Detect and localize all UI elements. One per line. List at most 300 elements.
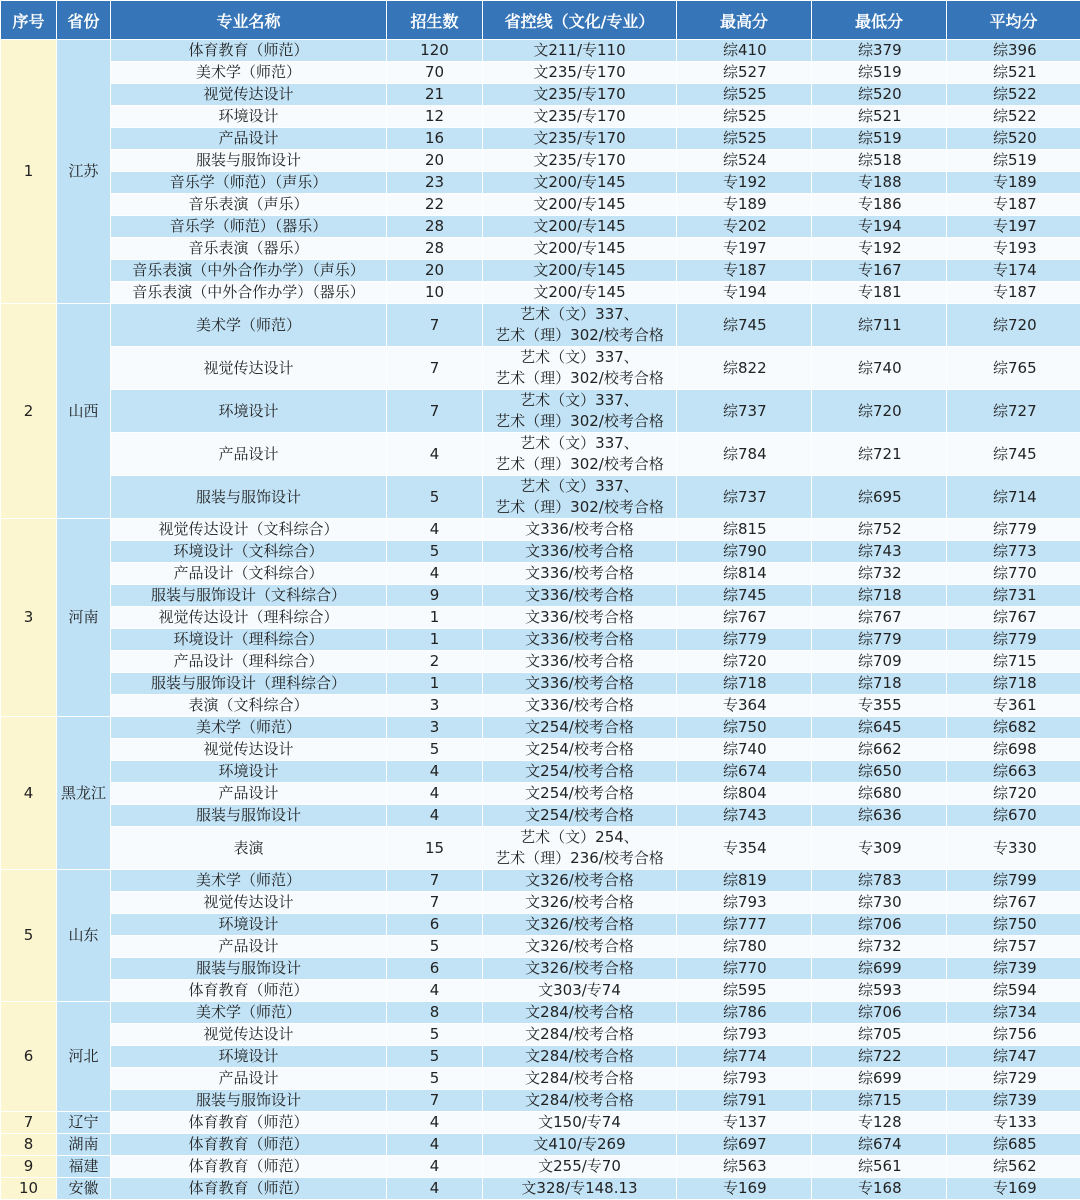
cell-major: 产品设计 xyxy=(111,1068,387,1090)
cell-max-score: 综770 xyxy=(677,958,812,980)
cell-control-line: 文303/专74 xyxy=(483,980,677,1002)
cell-avg-score: 综521 xyxy=(947,62,1080,84)
cell-max-score: 综525 xyxy=(677,128,812,150)
cell-enrollment: 21 xyxy=(387,84,483,106)
cell-min-score: 综779 xyxy=(812,629,947,651)
table-row xyxy=(1,892,1080,914)
cell-min-score: 综706 xyxy=(812,914,947,936)
cell-control-line: 文326/校考合格 xyxy=(483,870,677,892)
table-row xyxy=(1,607,1080,629)
cell-seq: 7 xyxy=(1,1112,57,1134)
cell-enrollment: 1 xyxy=(387,673,483,695)
cell-enrollment: 15 xyxy=(387,827,483,870)
control-line-part: 艺术（文）337、 xyxy=(483,390,676,411)
cell-seq: 6 xyxy=(1,1002,57,1112)
cell-min-score: 综722 xyxy=(812,1046,947,1068)
cell-control-line: 文211/专110 xyxy=(483,40,677,62)
cell-control-line: 文336/校考合格 xyxy=(483,629,677,651)
cell-control-line: 文284/校考合格 xyxy=(483,1046,677,1068)
cell-enrollment: 8 xyxy=(387,1002,483,1024)
cell-major: 视觉传达设计 xyxy=(111,84,387,106)
cell-avg-score: 综779 xyxy=(947,629,1080,651)
cell-control-line xyxy=(483,476,677,519)
header-province: 省份 xyxy=(57,1,111,40)
cell-min-score: 综520 xyxy=(812,84,947,106)
cell-major: 环境设计 xyxy=(111,761,387,783)
cell-min-score: 综518 xyxy=(812,150,947,172)
cell-max-score: 综815 xyxy=(677,519,812,541)
table-body xyxy=(1,40,1080,1200)
cell-avg-score: 综522 xyxy=(947,106,1080,128)
cell-province: 福建 xyxy=(57,1156,111,1178)
cell-major: 服装与服饰设计 xyxy=(111,476,387,519)
cell-province: 安徽 xyxy=(57,1178,111,1200)
cell-major: 音乐表演（声乐） xyxy=(111,194,387,216)
cell-enrollment: 4 xyxy=(387,761,483,783)
cell-seq: 10 xyxy=(1,1178,57,1200)
cell-enrollment: 22 xyxy=(387,194,483,216)
cell-enrollment: 2 xyxy=(387,651,483,673)
table-row xyxy=(1,347,1080,390)
cell-control-line: 文336/校考合格 xyxy=(483,563,677,585)
cell-control-line: 文235/专170 xyxy=(483,62,677,84)
table-row xyxy=(1,260,1080,282)
cell-max-score: 综740 xyxy=(677,739,812,761)
cell-min-score: 综521 xyxy=(812,106,947,128)
table-row xyxy=(1,651,1080,673)
cell-max-score: 专137 xyxy=(677,1112,812,1134)
cell-control-line: 文235/专170 xyxy=(483,128,677,150)
cell-min-score: 综645 xyxy=(812,717,947,739)
table-row xyxy=(1,585,1080,607)
cell-control-line: 文254/校考合格 xyxy=(483,805,677,827)
cell-control-line: 文255/专70 xyxy=(483,1156,677,1178)
cell-control-line: 文254/校考合格 xyxy=(483,739,677,761)
cell-control-line: 文336/校考合格 xyxy=(483,651,677,673)
cell-min-score: 综783 xyxy=(812,870,947,892)
cell-max-score: 综819 xyxy=(677,870,812,892)
cell-avg-score: 综750 xyxy=(947,914,1080,936)
cell-control-line: 文326/校考合格 xyxy=(483,892,677,914)
table-row xyxy=(1,150,1080,172)
cell-enrollment: 1 xyxy=(387,607,483,629)
cell-province: 河北 xyxy=(57,1002,111,1112)
cell-enrollment: 4 xyxy=(387,1156,483,1178)
cell-max-score: 综720 xyxy=(677,651,812,673)
cell-control-line: 文200/专145 xyxy=(483,238,677,260)
cell-max-score: 综793 xyxy=(677,1068,812,1090)
cell-min-score: 专181 xyxy=(812,282,947,304)
cell-enrollment: 4 xyxy=(387,805,483,827)
cell-min-score: 综709 xyxy=(812,651,947,673)
cell-max-score: 专187 xyxy=(677,260,812,282)
cell-min-score: 综740 xyxy=(812,347,947,390)
cell-max-score: 专202 xyxy=(677,216,812,238)
cell-enrollment: 10 xyxy=(387,282,483,304)
cell-control-line: 文235/专170 xyxy=(483,106,677,128)
cell-avg-score: 专189 xyxy=(947,172,1080,194)
cell-province: 江苏 xyxy=(57,40,111,304)
cell-control-line: 文254/校考合格 xyxy=(483,761,677,783)
cell-control-line: 文200/专145 xyxy=(483,172,677,194)
cell-avg-score: 综522 xyxy=(947,84,1080,106)
cell-major: 视觉传达设计（文科综合） xyxy=(111,519,387,541)
cell-major: 视觉传达设计 xyxy=(111,739,387,761)
table-row xyxy=(1,1156,1080,1178)
cell-province: 山东 xyxy=(57,870,111,1002)
cell-enrollment: 4 xyxy=(387,783,483,805)
cell-min-score: 综519 xyxy=(812,128,947,150)
table-row xyxy=(1,761,1080,783)
cell-enrollment: 7 xyxy=(387,390,483,433)
cell-major: 体育教育（师范） xyxy=(111,1134,387,1156)
cell-control-line: 文200/专145 xyxy=(483,216,677,238)
table-row xyxy=(1,62,1080,84)
table-row xyxy=(1,717,1080,739)
cell-enrollment: 6 xyxy=(387,914,483,936)
cell-control-line: 文235/专170 xyxy=(483,150,677,172)
cell-enrollment: 7 xyxy=(387,347,483,390)
cell-enrollment: 3 xyxy=(387,717,483,739)
cell-avg-score: 综715 xyxy=(947,651,1080,673)
cell-min-score: 综680 xyxy=(812,783,947,805)
cell-avg-score: 综747 xyxy=(947,1046,1080,1068)
cell-max-score: 综750 xyxy=(677,717,812,739)
cell-avg-score: 综767 xyxy=(947,892,1080,914)
cell-major: 美术学（师范） xyxy=(111,1002,387,1024)
table-row xyxy=(1,980,1080,1002)
cell-max-score: 综804 xyxy=(677,783,812,805)
cell-max-score: 综563 xyxy=(677,1156,812,1178)
header-enrollment: 招生数 xyxy=(387,1,483,40)
cell-min-score: 综699 xyxy=(812,958,947,980)
table-row xyxy=(1,172,1080,194)
table-row xyxy=(1,673,1080,695)
cell-avg-score: 综739 xyxy=(947,1090,1080,1112)
cell-enrollment: 5 xyxy=(387,936,483,958)
cell-min-score: 综732 xyxy=(812,936,947,958)
table-row xyxy=(1,739,1080,761)
cell-major: 环境设计（文科综合） xyxy=(111,541,387,563)
cell-major: 产品设计 xyxy=(111,783,387,805)
table-row xyxy=(1,1046,1080,1068)
cell-min-score: 综720 xyxy=(812,390,947,433)
cell-max-score: 综737 xyxy=(677,390,812,433)
cell-control-line: 文200/专145 xyxy=(483,282,677,304)
cell-control-line: 文284/校考合格 xyxy=(483,1090,677,1112)
cell-enrollment: 7 xyxy=(387,892,483,914)
cell-control-line: 文326/校考合格 xyxy=(483,936,677,958)
control-line-part: 艺术（理）302/校考合格 xyxy=(483,325,676,346)
table-row xyxy=(1,541,1080,563)
control-line-part: 艺术（理）236/校考合格 xyxy=(483,848,676,869)
cell-control-line xyxy=(483,390,677,433)
cell-control-line: 文336/校考合格 xyxy=(483,541,677,563)
cell-control-line: 文254/校考合格 xyxy=(483,783,677,805)
cell-max-score: 综786 xyxy=(677,1002,812,1024)
cell-enrollment: 4 xyxy=(387,563,483,585)
cell-control-line: 文284/校考合格 xyxy=(483,1068,677,1090)
cell-enrollment: 7 xyxy=(387,304,483,347)
cell-major: 视觉传达设计（理科综合） xyxy=(111,607,387,629)
cell-major: 服装与服饰设计 xyxy=(111,958,387,980)
cell-min-score: 综519 xyxy=(812,62,947,84)
cell-major: 体育教育（师范） xyxy=(111,40,387,62)
cell-avg-score: 综765 xyxy=(947,347,1080,390)
cell-avg-score: 综594 xyxy=(947,980,1080,1002)
cell-max-score: 综524 xyxy=(677,150,812,172)
cell-control-line xyxy=(483,347,677,390)
cell-enrollment: 7 xyxy=(387,870,483,892)
cell-max-score: 专189 xyxy=(677,194,812,216)
table-row xyxy=(1,936,1080,958)
cell-avg-score: 专193 xyxy=(947,238,1080,260)
cell-max-score: 综767 xyxy=(677,607,812,629)
header-control-line: 省控线（文化/专业） xyxy=(483,1,677,40)
cell-avg-score: 综562 xyxy=(947,1156,1080,1178)
cell-enrollment: 16 xyxy=(387,128,483,150)
cell-seq: 5 xyxy=(1,870,57,1002)
control-line-part: 艺术（理）302/校考合格 xyxy=(483,411,676,432)
cell-min-score: 专128 xyxy=(812,1112,947,1134)
cell-enrollment: 28 xyxy=(387,238,483,260)
cell-seq: 4 xyxy=(1,717,57,870)
table-row xyxy=(1,128,1080,150)
cell-seq: 8 xyxy=(1,1134,57,1156)
cell-major: 体育教育（师范） xyxy=(111,1178,387,1200)
cell-control-line xyxy=(483,304,677,347)
cell-max-score: 综791 xyxy=(677,1090,812,1112)
table-row xyxy=(1,1068,1080,1090)
table-row xyxy=(1,805,1080,827)
cell-control-line: 文328/专148.13 xyxy=(483,1178,677,1200)
cell-major: 体育教育（师范） xyxy=(111,980,387,1002)
cell-max-score: 综527 xyxy=(677,62,812,84)
cell-control-line: 文336/校考合格 xyxy=(483,607,677,629)
cell-min-score: 综636 xyxy=(812,805,947,827)
cell-major: 视觉传达设计 xyxy=(111,347,387,390)
table-row xyxy=(1,519,1080,541)
cell-min-score: 综752 xyxy=(812,519,947,541)
control-line-part: 艺术（理）302/校考合格 xyxy=(483,368,676,389)
cell-control-line: 文410/专269 xyxy=(483,1134,677,1156)
cell-avg-score: 综720 xyxy=(947,783,1080,805)
cell-min-score: 综706 xyxy=(812,1002,947,1024)
cell-major: 视觉传达设计 xyxy=(111,892,387,914)
cell-enrollment: 4 xyxy=(387,1134,483,1156)
table-row xyxy=(1,1090,1080,1112)
table-row xyxy=(1,914,1080,936)
cell-enrollment: 5 xyxy=(387,1068,483,1090)
cell-enrollment: 4 xyxy=(387,433,483,476)
cell-major: 美术学（师范） xyxy=(111,304,387,347)
table-row xyxy=(1,1112,1080,1134)
cell-avg-score: 综779 xyxy=(947,519,1080,541)
cell-avg-score: 综727 xyxy=(947,390,1080,433)
table-row xyxy=(1,106,1080,128)
cell-avg-score: 综729 xyxy=(947,1068,1080,1090)
cell-enrollment: 5 xyxy=(387,1046,483,1068)
cell-max-score: 综774 xyxy=(677,1046,812,1068)
header-major: 专业名称 xyxy=(111,1,387,40)
cell-avg-score: 综519 xyxy=(947,150,1080,172)
cell-enrollment: 6 xyxy=(387,958,483,980)
cell-major: 环境设计（理科综合） xyxy=(111,629,387,651)
header-seq: 序号 xyxy=(1,1,57,40)
cell-max-score: 综697 xyxy=(677,1134,812,1156)
cell-max-score: 综780 xyxy=(677,936,812,958)
cell-province: 河南 xyxy=(57,519,111,717)
cell-enrollment: 28 xyxy=(387,216,483,238)
cell-control-line: 文254/校考合格 xyxy=(483,717,677,739)
cell-control-line: 文200/专145 xyxy=(483,194,677,216)
control-line-part: 艺术（文）337、 xyxy=(483,304,676,325)
table-row xyxy=(1,1178,1080,1200)
cell-major: 产品设计 xyxy=(111,936,387,958)
control-line-part: 艺术（文）337、 xyxy=(483,433,676,454)
cell-avg-score: 专174 xyxy=(947,260,1080,282)
header-avg-score: 平均分 xyxy=(947,1,1080,40)
cell-province: 山西 xyxy=(57,304,111,519)
cell-max-score: 综674 xyxy=(677,761,812,783)
table-row xyxy=(1,695,1080,717)
cell-avg-score: 综773 xyxy=(947,541,1080,563)
cell-seq: 3 xyxy=(1,519,57,717)
cell-max-score: 专192 xyxy=(677,172,812,194)
cell-min-score: 专355 xyxy=(812,695,947,717)
cell-major: 服装与服饰设计（理科综合） xyxy=(111,673,387,695)
cell-control-line: 文284/校考合格 xyxy=(483,1002,677,1024)
cell-control-line: 文336/校考合格 xyxy=(483,695,677,717)
cell-enrollment: 5 xyxy=(387,541,483,563)
cell-province: 湖南 xyxy=(57,1134,111,1156)
cell-min-score: 专192 xyxy=(812,238,947,260)
cell-major: 产品设计 xyxy=(111,433,387,476)
cell-avg-score: 综520 xyxy=(947,128,1080,150)
cell-avg-score: 综663 xyxy=(947,761,1080,783)
cell-max-score: 综822 xyxy=(677,347,812,390)
cell-max-score: 专364 xyxy=(677,695,812,717)
table-row xyxy=(1,216,1080,238)
cell-min-score: 综711 xyxy=(812,304,947,347)
cell-enrollment: 120 xyxy=(387,40,483,62)
cell-max-score: 综784 xyxy=(677,433,812,476)
cell-control-line xyxy=(483,433,677,476)
table-row xyxy=(1,870,1080,892)
cell-min-score: 专188 xyxy=(812,172,947,194)
header-min-score: 最低分 xyxy=(812,1,947,40)
cell-avg-score: 专133 xyxy=(947,1112,1080,1134)
cell-avg-score: 综745 xyxy=(947,433,1080,476)
cell-major: 体育教育（师范） xyxy=(111,1112,387,1134)
cell-major: 产品设计（理科综合） xyxy=(111,651,387,673)
cell-avg-score: 专330 xyxy=(947,827,1080,870)
table-header-row xyxy=(1,1,1080,40)
cell-enrollment: 4 xyxy=(387,980,483,1002)
cell-max-score: 综790 xyxy=(677,541,812,563)
cell-max-score: 综745 xyxy=(677,585,812,607)
control-line-part: 艺术（文）337、 xyxy=(483,476,676,497)
table-row xyxy=(1,563,1080,585)
cell-seq: 9 xyxy=(1,1156,57,1178)
cell-control-line: 文326/校考合格 xyxy=(483,914,677,936)
cell-province: 黑龙江 xyxy=(57,717,111,870)
cell-min-score: 综593 xyxy=(812,980,947,1002)
table-row xyxy=(1,282,1080,304)
cell-enrollment: 1 xyxy=(387,629,483,651)
table-row xyxy=(1,390,1080,433)
table-row xyxy=(1,304,1080,347)
cell-control-line: 文200/专145 xyxy=(483,260,677,282)
cell-max-score: 综595 xyxy=(677,980,812,1002)
cell-min-score: 综767 xyxy=(812,607,947,629)
cell-control-line: 文336/校考合格 xyxy=(483,673,677,695)
table-row xyxy=(1,629,1080,651)
cell-province: 辽宁 xyxy=(57,1112,111,1134)
cell-avg-score: 综767 xyxy=(947,607,1080,629)
cell-min-score: 综662 xyxy=(812,739,947,761)
cell-avg-score: 专361 xyxy=(947,695,1080,717)
cell-control-line: 文284/校考合格 xyxy=(483,1024,677,1046)
cell-max-score: 综718 xyxy=(677,673,812,695)
cell-avg-score: 专169 xyxy=(947,1178,1080,1200)
cell-avg-score: 综396 xyxy=(947,40,1080,62)
cell-major: 环境设计 xyxy=(111,106,387,128)
cell-avg-score: 专187 xyxy=(947,194,1080,216)
cell-min-score: 综732 xyxy=(812,563,947,585)
cell-enrollment: 12 xyxy=(387,106,483,128)
cell-enrollment: 4 xyxy=(387,519,483,541)
cell-major: 表演 xyxy=(111,827,387,870)
cell-enrollment: 9 xyxy=(387,585,483,607)
cell-min-score: 综730 xyxy=(812,892,947,914)
cell-min-score: 综561 xyxy=(812,1156,947,1178)
cell-control-line: 文336/校考合格 xyxy=(483,519,677,541)
cell-avg-score: 综731 xyxy=(947,585,1080,607)
control-line-part: 艺术（文）337、 xyxy=(483,347,676,368)
cell-min-score: 专194 xyxy=(812,216,947,238)
cell-enrollment: 4 xyxy=(387,1178,483,1200)
cell-min-score: 综699 xyxy=(812,1068,947,1090)
cell-min-score: 综650 xyxy=(812,761,947,783)
cell-major: 环境设计 xyxy=(111,914,387,936)
table-row xyxy=(1,40,1080,62)
cell-max-score: 综777 xyxy=(677,914,812,936)
table-row xyxy=(1,1024,1080,1046)
cell-max-score: 综525 xyxy=(677,84,812,106)
table-row xyxy=(1,84,1080,106)
cell-avg-score: 综757 xyxy=(947,936,1080,958)
cell-major: 产品设计 xyxy=(111,128,387,150)
cell-control-line: 文326/校考合格 xyxy=(483,958,677,980)
cell-avg-score: 综734 xyxy=(947,1002,1080,1024)
cell-major: 环境设计 xyxy=(111,390,387,433)
cell-seq: 2 xyxy=(1,304,57,519)
cell-min-score: 综674 xyxy=(812,1134,947,1156)
table-row xyxy=(1,433,1080,476)
cell-max-score: 综779 xyxy=(677,629,812,651)
cell-min-score: 综379 xyxy=(812,40,947,62)
cell-min-score: 专167 xyxy=(812,260,947,282)
cell-enrollment: 5 xyxy=(387,739,483,761)
cell-avg-score: 专187 xyxy=(947,282,1080,304)
cell-major: 美术学（师范） xyxy=(111,62,387,84)
cell-min-score: 综718 xyxy=(812,585,947,607)
cell-max-score: 综737 xyxy=(677,476,812,519)
cell-enrollment: 5 xyxy=(387,476,483,519)
table-row xyxy=(1,1002,1080,1024)
cell-major: 音乐表演（中外合作办学）（声乐） xyxy=(111,260,387,282)
